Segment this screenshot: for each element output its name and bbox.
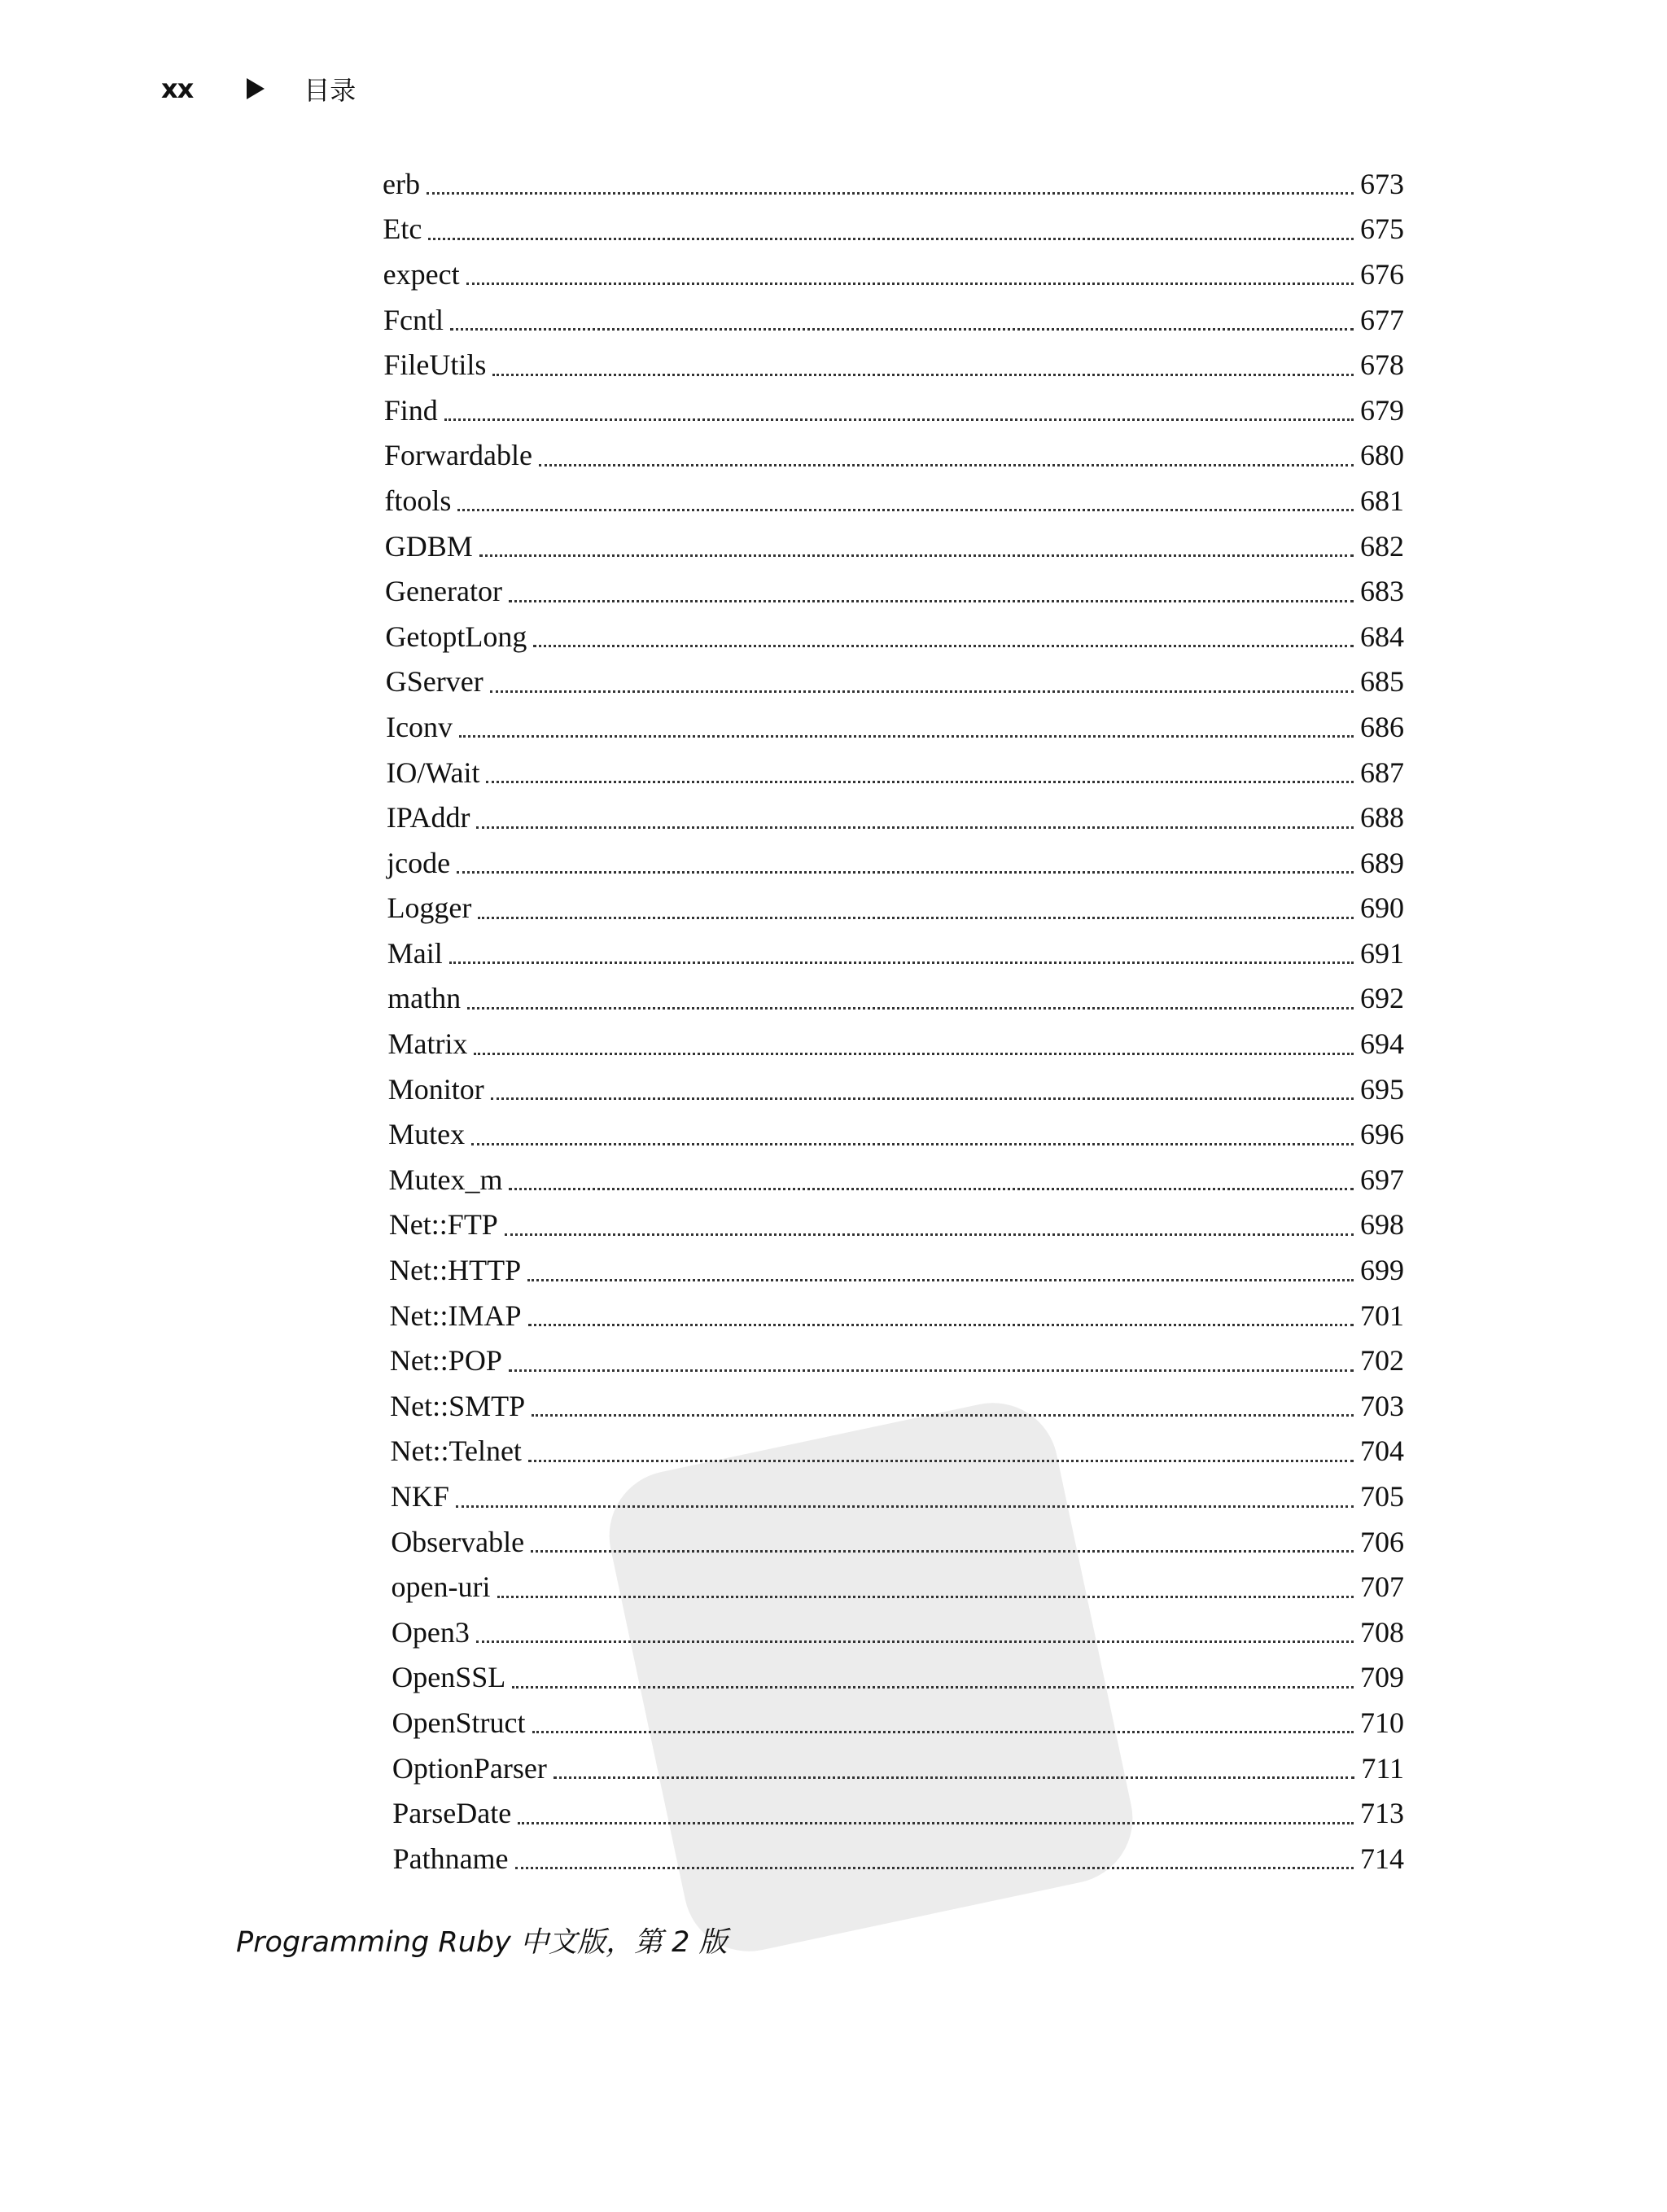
toc-entry-name: Net::HTTP — [389, 1254, 522, 1287]
toc-entry-page: 703 — [1360, 1389, 1404, 1422]
toc-entry-name: Net::POP — [389, 1344, 502, 1378]
section-title: 目录 — [304, 75, 357, 106]
toc-entry-page: 685 — [1360, 665, 1404, 699]
dot-leader — [528, 1324, 1354, 1326]
dot-leader — [486, 781, 1354, 783]
toc-entry — [383, 1157, 1404, 1202]
toc-entry-name: Monitor — [387, 1072, 484, 1106]
dot-leader — [467, 1007, 1354, 1010]
toc-entry — [383, 1610, 1404, 1655]
toc-entry-name: Mail — [387, 936, 443, 970]
dot-leader — [450, 328, 1354, 331]
toc-entry — [383, 207, 1404, 252]
dot-leader — [533, 645, 1354, 647]
dot-leader — [527, 1279, 1354, 1281]
toc-entry — [383, 614, 1404, 659]
play-arrow-icon — [247, 78, 265, 99]
toc-entry-page: 678 — [1360, 348, 1404, 382]
toc-entry-name: Observable — [391, 1525, 525, 1558]
toc-entry-page: 714 — [1360, 1842, 1404, 1875]
toc-entry-name: Generator — [385, 575, 502, 608]
toc-entry — [383, 161, 1404, 207]
toc-entry — [383, 1700, 1404, 1746]
dot-leader — [497, 1596, 1354, 1598]
toc-entry-name: GetoptLong — [385, 620, 527, 653]
toc-entry-page: 702 — [1360, 1344, 1404, 1378]
toc-entry-name: Fcntl — [383, 303, 444, 336]
toc-entry — [383, 388, 1404, 433]
toc-entry-page: 692 — [1360, 982, 1404, 1015]
toc-entry — [383, 750, 1404, 795]
toc-entry — [383, 1111, 1404, 1157]
toc-entry-name: Logger — [387, 891, 472, 925]
dot-leader — [444, 418, 1354, 421]
toc-entry-page: 704 — [1360, 1435, 1404, 1468]
toc-entry — [383, 659, 1404, 705]
toc-entry-page: 677 — [1360, 303, 1404, 336]
toc-entry-name: open-uri — [391, 1570, 491, 1604]
toc-entry-page: 687 — [1360, 756, 1404, 789]
toc-entry-page: 684 — [1360, 620, 1404, 653]
toc-entry — [383, 1293, 1404, 1338]
toc-entry — [383, 297, 1404, 343]
toc-entry — [383, 252, 1404, 297]
toc-entry-name: Net::IMAP — [389, 1299, 522, 1332]
toc-entry-page: 673 — [1360, 167, 1404, 200]
toc-entry-name: expect — [383, 257, 460, 291]
toc-entry-name: NKF — [390, 1480, 449, 1513]
toc-entry — [383, 1790, 1404, 1836]
toc-entry-name: Net::FTP — [388, 1208, 498, 1242]
toc-entry-page: 710 — [1360, 1706, 1404, 1739]
dot-leader — [512, 1686, 1354, 1689]
toc-entry-name: IPAddr — [386, 801, 470, 834]
dot-leader — [505, 1233, 1354, 1236]
dot-leader — [532, 1414, 1354, 1417]
toc-entry — [383, 1474, 1404, 1519]
toc-entry — [383, 1338, 1404, 1383]
dot-leader — [509, 1369, 1354, 1372]
toc-entry-name: Net::Telnet — [390, 1435, 522, 1468]
toc-entry — [383, 1564, 1404, 1610]
toc-entry — [383, 568, 1404, 614]
toc-entry — [383, 1836, 1404, 1881]
toc-entry-name: Matrix — [387, 1027, 468, 1061]
toc-entry-name: Open3 — [391, 1615, 470, 1649]
toc-entry-page: 694 — [1360, 1027, 1404, 1061]
dot-leader — [459, 735, 1354, 738]
toc-entry-name: Etc — [383, 212, 422, 246]
dot-leader — [457, 871, 1354, 874]
toc-entry-page: 682 — [1360, 529, 1404, 563]
toc-entry — [383, 976, 1404, 1022]
toc-entry-name: mathn — [387, 982, 462, 1015]
toc-entry — [383, 704, 1404, 750]
toc-entry — [383, 478, 1404, 523]
toc-entry-name: Mutex — [388, 1118, 466, 1151]
toc-entry-page: 709 — [1360, 1661, 1404, 1694]
toc-entry-name: ParseDate — [392, 1797, 512, 1830]
toc-entry — [383, 433, 1404, 479]
toc-entry-page: 675 — [1360, 212, 1404, 246]
toc-entry-page: 689 — [1360, 846, 1404, 879]
toc-entry-name: erb — [383, 167, 420, 200]
toc-entry-page: 706 — [1360, 1525, 1404, 1558]
toc-entry-name: IO/Wait — [386, 756, 480, 789]
dot-leader — [471, 1143, 1354, 1145]
toc-entry-name: GServer — [385, 665, 483, 699]
dot-leader — [474, 1053, 1354, 1055]
dot-leader — [491, 1097, 1354, 1100]
dot-leader — [532, 1731, 1354, 1733]
toc-entry-name: GDBM — [384, 529, 473, 563]
dot-leader — [490, 690, 1354, 693]
dot-leader — [515, 1867, 1354, 1869]
toc-entry-page: 699 — [1360, 1254, 1404, 1287]
toc-entry-name: Find — [383, 393, 438, 427]
toc-entry-page: 688 — [1360, 801, 1404, 834]
toc-entry-page: 686 — [1360, 710, 1404, 743]
running-header — [161, 68, 356, 109]
toc-entry-name: jcode — [387, 846, 451, 879]
toc-entry-page: 708 — [1360, 1615, 1404, 1649]
toc-entry-page: 705 — [1360, 1480, 1404, 1513]
toc-entry-page: 691 — [1360, 936, 1404, 970]
book-title-footer: Programming Ruby 中文版，第 2 版 — [236, 1926, 728, 1959]
dot-leader — [518, 1822, 1354, 1824]
toc-entry-page: 697 — [1360, 1163, 1404, 1196]
toc-entry — [383, 1202, 1404, 1248]
toc-entry — [383, 523, 1404, 569]
toc-entry — [383, 1655, 1404, 1701]
toc-entry-name: OpenStruct — [392, 1706, 526, 1739]
toc-entry-name: OpenSSL — [392, 1661, 506, 1694]
toc-entry — [383, 1067, 1404, 1112]
toc-entry — [383, 886, 1404, 931]
toc-entry-page: 701 — [1360, 1299, 1404, 1332]
dot-leader — [466, 283, 1354, 285]
toc-entry-page: 690 — [1360, 891, 1404, 925]
toc-entry — [383, 1021, 1404, 1067]
dot-leader — [449, 961, 1354, 964]
dot-leader — [456, 1505, 1354, 1508]
dot-leader — [427, 192, 1354, 195]
toc-entry-name: Mutex_m — [388, 1163, 503, 1196]
dot-leader — [528, 1460, 1354, 1462]
toc-entry-page: 679 — [1360, 393, 1404, 427]
toc-entry-page: 707 — [1360, 1570, 1404, 1604]
toc-entry — [383, 1247, 1404, 1293]
toc-entry — [383, 1519, 1404, 1565]
toc-entry-name: ftools — [384, 484, 452, 517]
toc-list — [383, 161, 1404, 1881]
dot-leader — [539, 464, 1354, 466]
toc-entry — [383, 1383, 1404, 1429]
toc-entry-page: 676 — [1360, 257, 1404, 291]
toc-entry — [383, 1429, 1404, 1474]
dot-leader — [428, 238, 1354, 240]
dot-leader — [476, 1640, 1354, 1643]
dot-leader — [553, 1776, 1354, 1779]
toc-entry-page: 698 — [1360, 1208, 1404, 1242]
toc-entry-name: Pathname — [392, 1842, 509, 1875]
page-number: xx — [161, 73, 194, 104]
toc-entry — [383, 931, 1404, 976]
toc-entry-page: 681 — [1360, 484, 1404, 517]
dot-leader — [476, 826, 1354, 829]
toc-entry-name: Iconv — [386, 710, 453, 743]
toc-entry-name: Forwardable — [384, 439, 532, 472]
toc-entry — [383, 342, 1404, 388]
dot-leader — [531, 1550, 1354, 1553]
dot-leader — [509, 1188, 1354, 1190]
toc-entry-name: FileUtils — [383, 348, 487, 382]
toc-entry — [383, 840, 1404, 886]
toc-entry-name: Net::SMTP — [390, 1389, 526, 1422]
dot-leader — [478, 917, 1354, 919]
dot-leader — [492, 374, 1354, 376]
toc-entry-page: 711 — [1361, 1751, 1404, 1785]
toc-entry-page: 683 — [1360, 575, 1404, 608]
toc-entry — [383, 1746, 1404, 1791]
toc-entry — [383, 795, 1404, 840]
dot-leader — [457, 509, 1354, 511]
dot-leader — [509, 600, 1354, 602]
toc-entry-page: 695 — [1360, 1072, 1404, 1106]
toc-entry-page: 696 — [1360, 1118, 1404, 1151]
dot-leader — [479, 554, 1354, 557]
toc-entry-page: 713 — [1360, 1797, 1404, 1830]
toc-entry-name: OptionParser — [392, 1751, 547, 1785]
toc-entry-page: 680 — [1360, 439, 1404, 472]
